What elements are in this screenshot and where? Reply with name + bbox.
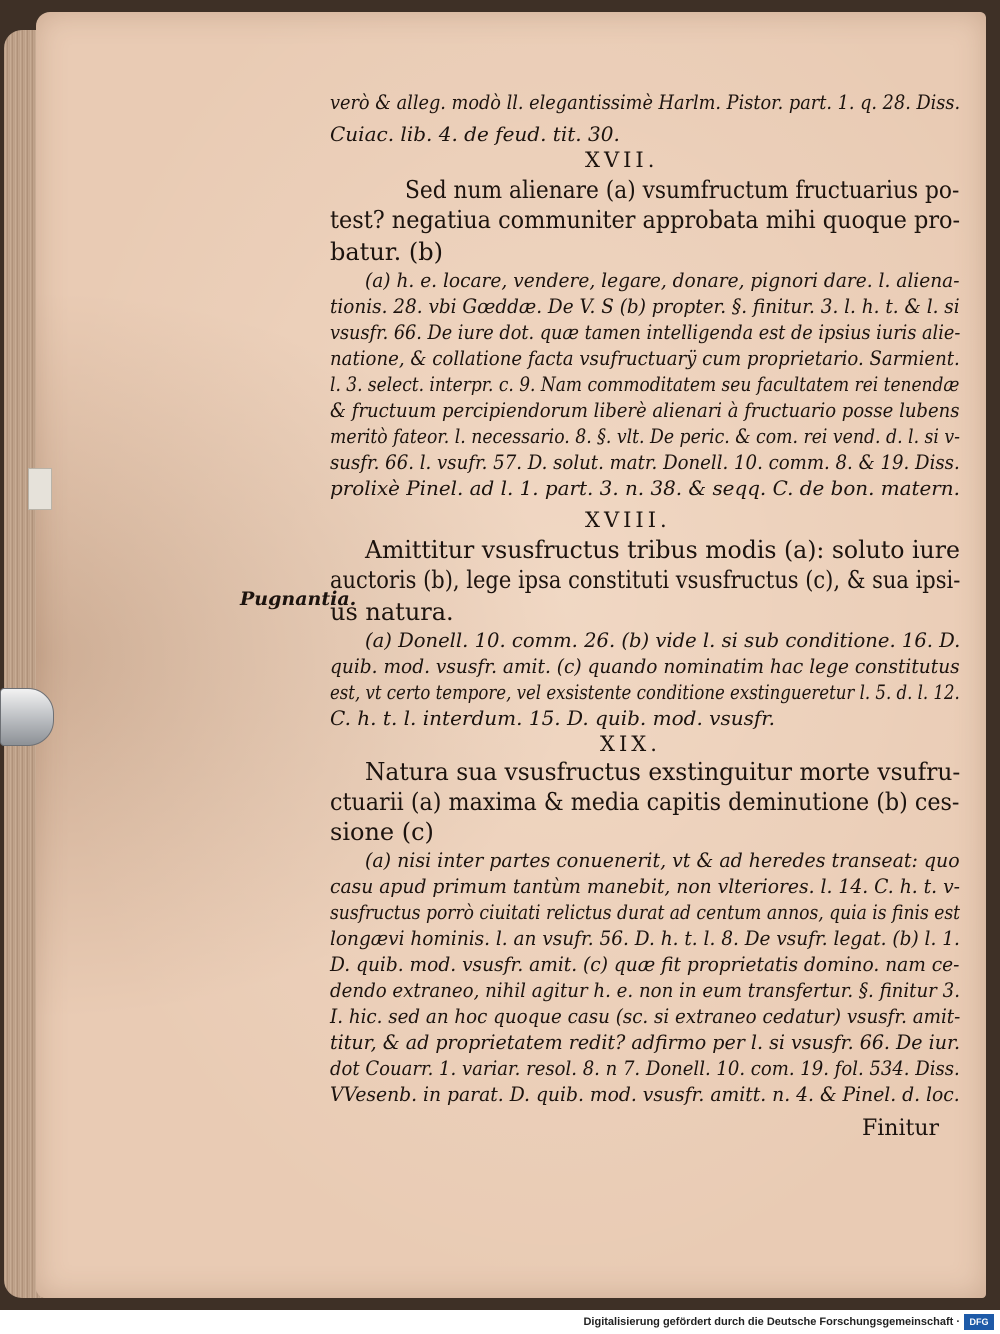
funding-notice: Digitalisierung gefördert durch die Deutsche Forschungsgemeinschaft · — [583, 1316, 960, 1328]
text-line: sione (c) — [330, 818, 434, 846]
footnote-line: casu apud primum tantùm manebit, non vlteriores. l. 14. C. h. t. v- — [330, 874, 960, 898]
text-line: Amittitur vsusfructus tribus modis (a): soluto iure — [365, 536, 960, 564]
footnote-line: I. hic. sed an hoc quoque casu (sc. si extraneo cedatur) vsusfr. amit- — [330, 1004, 961, 1028]
text-line: Natura sua vsusfructus exstinguitur morte vsufru- — [365, 758, 961, 786]
text-line: Cuiac. lib. 4. de feud. tit. 30. — [330, 122, 620, 146]
footnote-line: titur, & ad proprietatem redit? adfirmo per l. si vsusfr. 66. De iur. — [330, 1030, 961, 1054]
footnote-line: D. quib. mod. vsusfr. amit. (c) quæ fit proprietatis domino. nam ce- — [330, 952, 960, 976]
footnote-line: dendo extraneo, nihil agitur h. e. non in eum transfertur. §. finitur 3. — [330, 978, 960, 1002]
text-line: us natura. — [330, 598, 454, 626]
footnote-line: est, vt certo tempore, vel exsistente conditione exstingueretur l. 5. d. l. 12. — [330, 680, 960, 704]
footnote-line: quib. mod. vsusfr. amit. (c) quando nominatim hac lege constitutus — [330, 654, 960, 678]
footnote-line: prolixè Pinel. ad l. 1. part. 3. n. 38. & seqq. C. de bon. matern. — [330, 476, 960, 500]
footnote-line: VVesenb. in parat. D. quib. mod. vsusfr. amitt. n. 4. & Pinel. d. loc. — [330, 1082, 960, 1106]
text-line: ctuarii (a) maxima & media capitis deminutione (b) ces- — [330, 788, 960, 816]
section-heading: XVII. — [585, 148, 659, 172]
footer-bar — [0, 1310, 1000, 1334]
footnote-line: longævi hominis. l. an vsufr. 56. D. h. t. l. 8. De vsufr. legat. (b) l. 1. — [330, 926, 960, 950]
footnote-line: dot Couarr. 1. variar. resol. 8. n 7. Donell. 10. com. 19. fol. 534. Diss. — [330, 1056, 960, 1080]
margin-note: Pugnantia. — [240, 588, 357, 610]
catchword: Finitur — [862, 1116, 940, 1141]
footnote-line: meritò fateor. l. necessario. 8. §. vlt. De peric. & com. rei vend. d. l. si v- — [330, 424, 960, 448]
text-line: batur. (b) — [330, 238, 443, 266]
footnote-line: tionis. 28. vbi Gœddæ. De V. S (b) propter. §. finitur. 3. l. h. t. & l. si — [330, 294, 960, 318]
dfg-logo: DFG — [964, 1314, 994, 1330]
text-line: verò & alleg. modò ll. elegantissimè Harlm. Pistor. part. 1. q. 28. Diss. — [330, 90, 961, 114]
metal-clip — [0, 688, 54, 746]
footnote-line: l. 3. select. interpr. c. 9. Nam commoditatem seu facultatem rei tenendæ — [330, 372, 960, 396]
text-line: Sed num alienare (a) vsumfructum fructuarius po- — [405, 176, 960, 204]
footnote-line: susfr. 66. l. vsufr. 57. D. solut. matr. Donell. 10. comm. 8. & 19. Diss. — [330, 450, 960, 474]
text-line: auctoris (b), lege ipsa constituti vsusfructus (c), & sua ipsi- — [330, 566, 961, 594]
footnote-line: susfructus porrò ciuitati relictus durat ad centum annos, quia is finis est — [330, 900, 961, 924]
footnote-line: vsusfr. 66. De iure dot. quæ tamen intelligenda est de ipsius iuris alie- — [330, 320, 961, 344]
section-heading: XIX. — [600, 732, 661, 756]
footnote-line: (a) h. e. locare, vendere, legare, donare, pignori dare. l. aliena- — [365, 268, 960, 292]
text-line: test? negatiua communiter approbata mihi quoque pro- — [330, 206, 961, 234]
footnote-line: (a) Donell. 10. comm. 26. (b) vide l. si sub conditione. 16. D. — [365, 628, 961, 652]
footnote-line: natione, & collatione facta vsufructuarÿ cum proprietario. Sarmient. — [330, 346, 960, 370]
page-tab-marker — [28, 468, 52, 510]
footnote-line: (a) nisi inter partes conuenerit, vt & ad heredes transeat: quo — [365, 848, 960, 872]
footnote-line: C. h. t. l. interdum. 15. D. quib. mod. vsusfr. — [330, 706, 775, 730]
section-heading: XVIII. — [585, 508, 671, 532]
footnote-line: & fructuum percipiendorum liberè alienari à fructuario posse lubens — [330, 398, 960, 422]
